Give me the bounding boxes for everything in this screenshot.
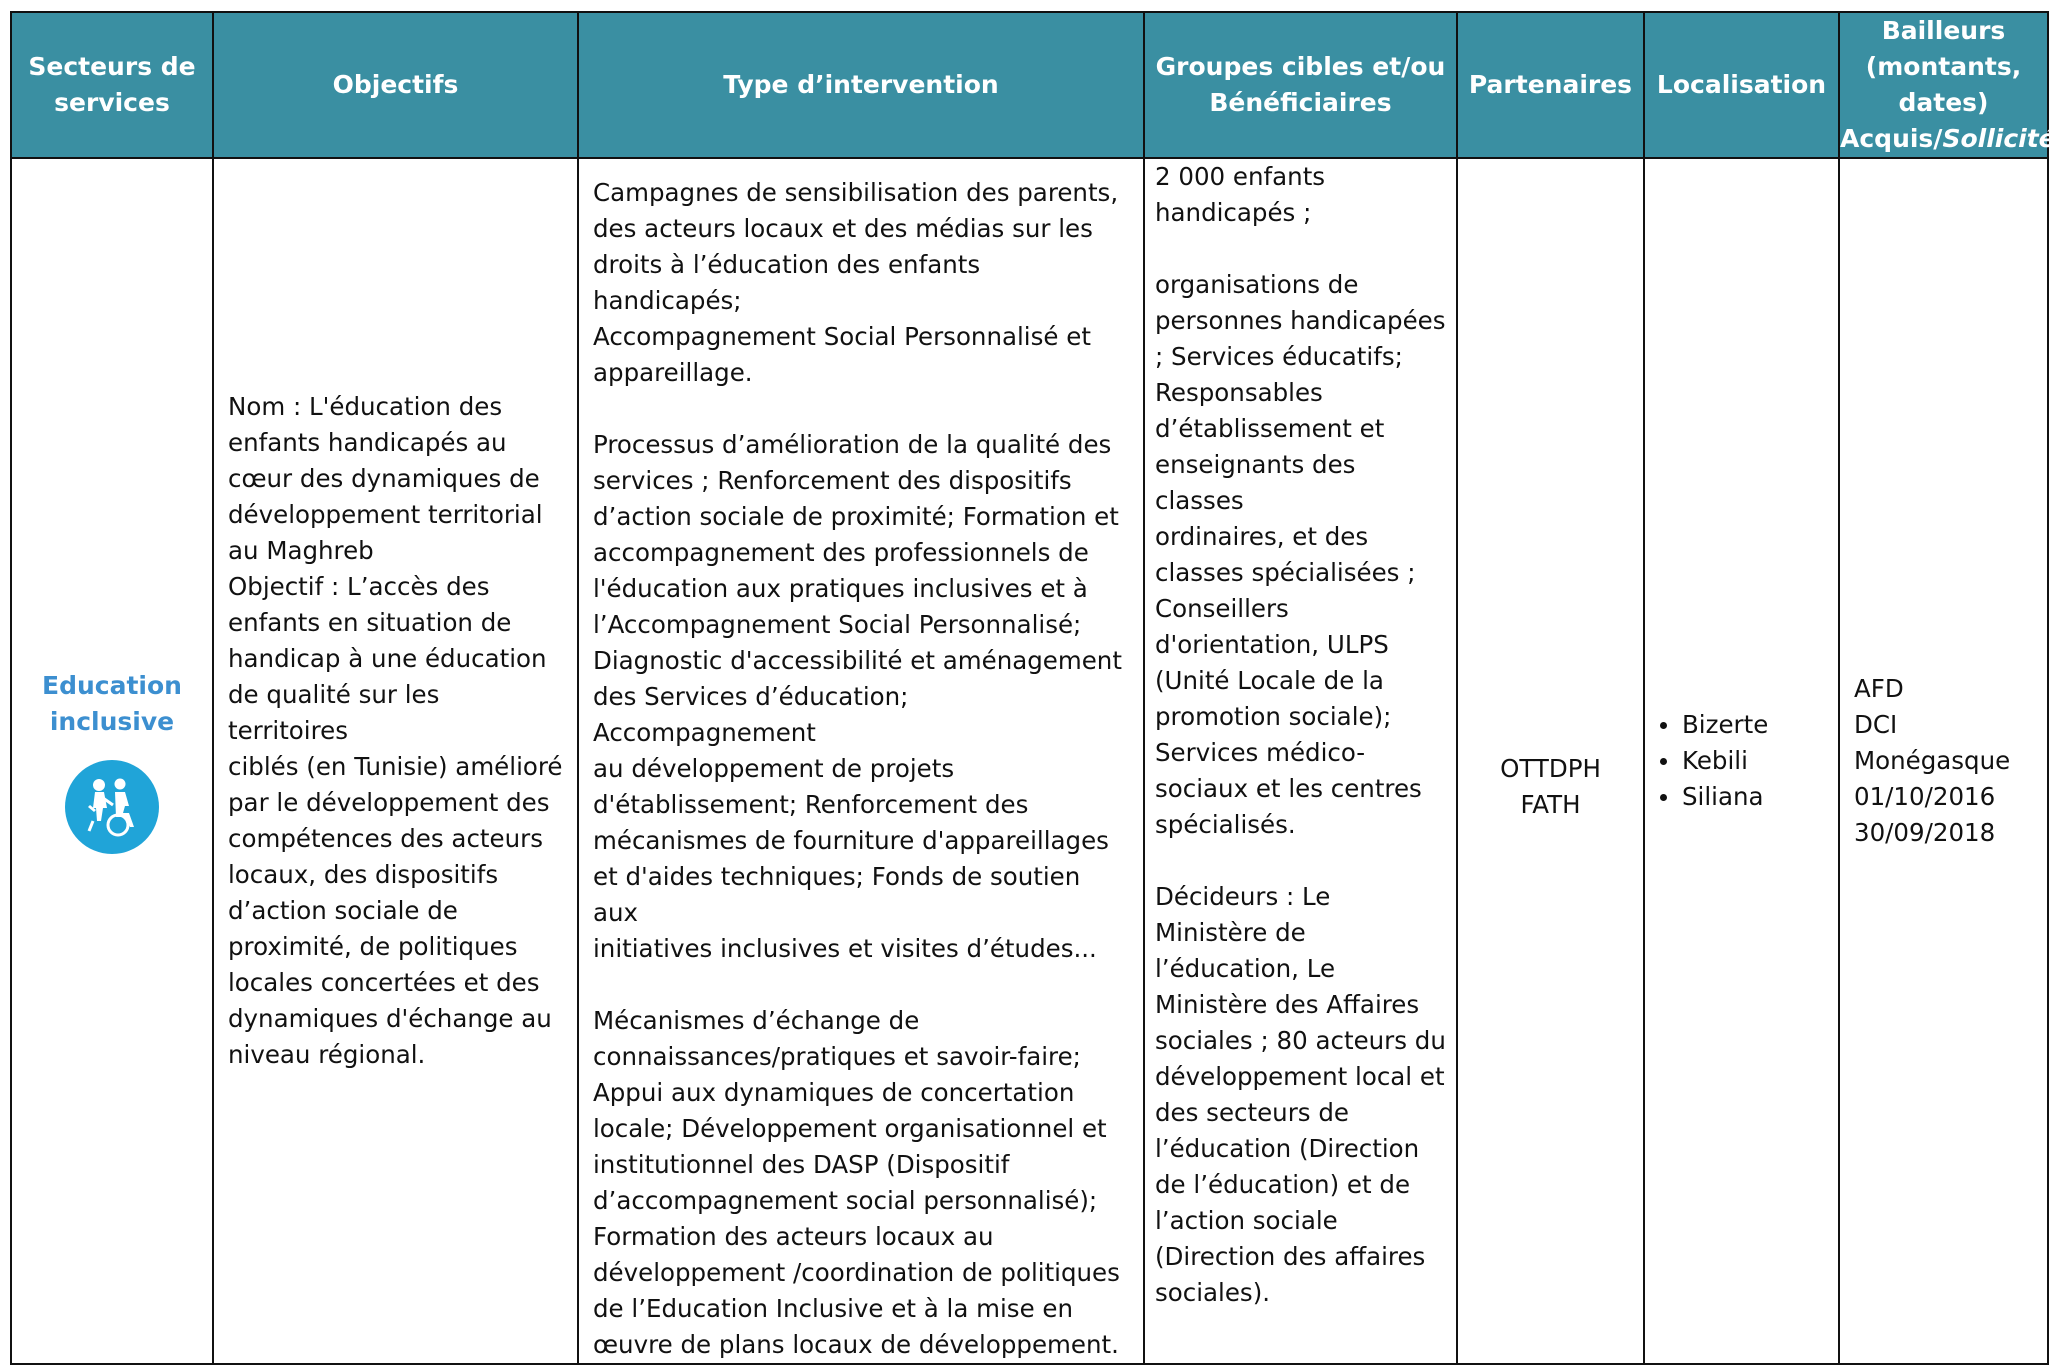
groups-cell	[1144, 158, 1457, 1364]
table-header-row	[11, 12, 2048, 158]
header-groups: Groupes cibles et/ou Bénéficiaires	[1144, 12, 1457, 158]
sector-name: Education inclusive	[42, 671, 182, 736]
disability-education-icon	[65, 760, 159, 854]
header-donors-sollicites: Sollicités	[1942, 124, 2071, 153]
donors-cell	[1839, 158, 2048, 1364]
objectives-cell	[213, 158, 578, 1364]
location-item: Siliana	[1660, 779, 1838, 815]
sector-cell	[11, 158, 213, 1364]
intervention-text: Campagnes de sensibilisation des parents, des acteurs locaux et des médias sur les droits à l’éducation des enfants handicapés; Accompagnement Social Personnalisé et appareillage. Processus d’amélioration de la qualité des services ; Renforcement des dispositifs d’action sociale de proximité; Formation et accompagnement des professionnels de l'éducation aux pratiques inclusives et à l’Accompagnement Social Personnalisé; Diagnostic d'accessibilité et aménagement des Services d’éducation; Accompagnement au développement de projets d'établissement; Renforcement des mécanismes de fourniture d'appareillages et d'aides techniques; Fonds de soutien aux initiatives inclusives et visites d’études... Mécanismes d’échange de connaissances/pratiques et savoir-faire; Appui aux dynamiques de concertation locale; Développement organisationnel et institutionnel des DASP (Dispositif d’accompagnement social personnalisé); Formation des acteurs locaux au développement /coordination de politiques de l’Education Inclusive et à la mise en œuvre de plans locaux de développement.	[593, 178, 1122, 1359]
services-table	[10, 11, 2071, 1365]
location-list	[1645, 707, 1838, 815]
partners-text: OTTDPH FATH	[1500, 754, 1601, 819]
objectives-text: Nom : L'éducation des enfants handicapés au cœur des dynamiques de développement territorial au Maghreb Objectif : L’accès des enfants en situation de handicap à une éducation de qualité sur les territoires ciblés (en Tunisie) amélioré par le développement des compétences des acteurs locaux, des dispositifs d’action sociale de proximité, de politiques locales concertées et des dynamiques d'échange au niveau régional.	[228, 392, 563, 1069]
location-cell	[1644, 158, 1839, 1364]
header-donors	[1839, 12, 2071, 158]
header-objectives: Objectifs	[213, 12, 578, 158]
location-item: Kebili	[1660, 743, 1838, 779]
table-row	[11, 158, 2048, 1364]
sector-wrap	[12, 159, 212, 1363]
partners-cell	[1457, 158, 1644, 1364]
header-partners: Partenaires	[1457, 12, 1644, 158]
header-intervention: Type d’intervention	[578, 12, 1144, 158]
groups-text: 2 000 enfants handicapés ; organisations de personnes handicapées ; Services éducatifs; Responsables d’établissement et enseignants des classes ordinaires, et des classes spécialisées ; Conseillers d'orientation, ULPS (Unité Locale de la promotion sociale); Services médico- sociaux et les centres spécialisés. Décideurs : Le Ministère de l’éducation, Le Ministère des Affaires sociales ; 80 acteurs du développement local et des secteurs de l’éducation (Direction de l’éducation) et de l’action sociale (Direction des affaires sociales).	[1155, 162, 1446, 1307]
intervention-cell	[578, 158, 1144, 1364]
header-donors-main: Bailleurs (montants, dates)	[1865, 16, 2022, 117]
header-sector: Secteurs de services	[11, 12, 213, 158]
header-donors-acquis: Acquis/	[1840, 124, 1943, 153]
location-item: Bizerte	[1660, 707, 1838, 743]
header-location: Localisation	[1644, 12, 1839, 158]
donors-text: AFD DCI Monégasque 01/10/2016 30/09/2018	[1854, 674, 2011, 847]
